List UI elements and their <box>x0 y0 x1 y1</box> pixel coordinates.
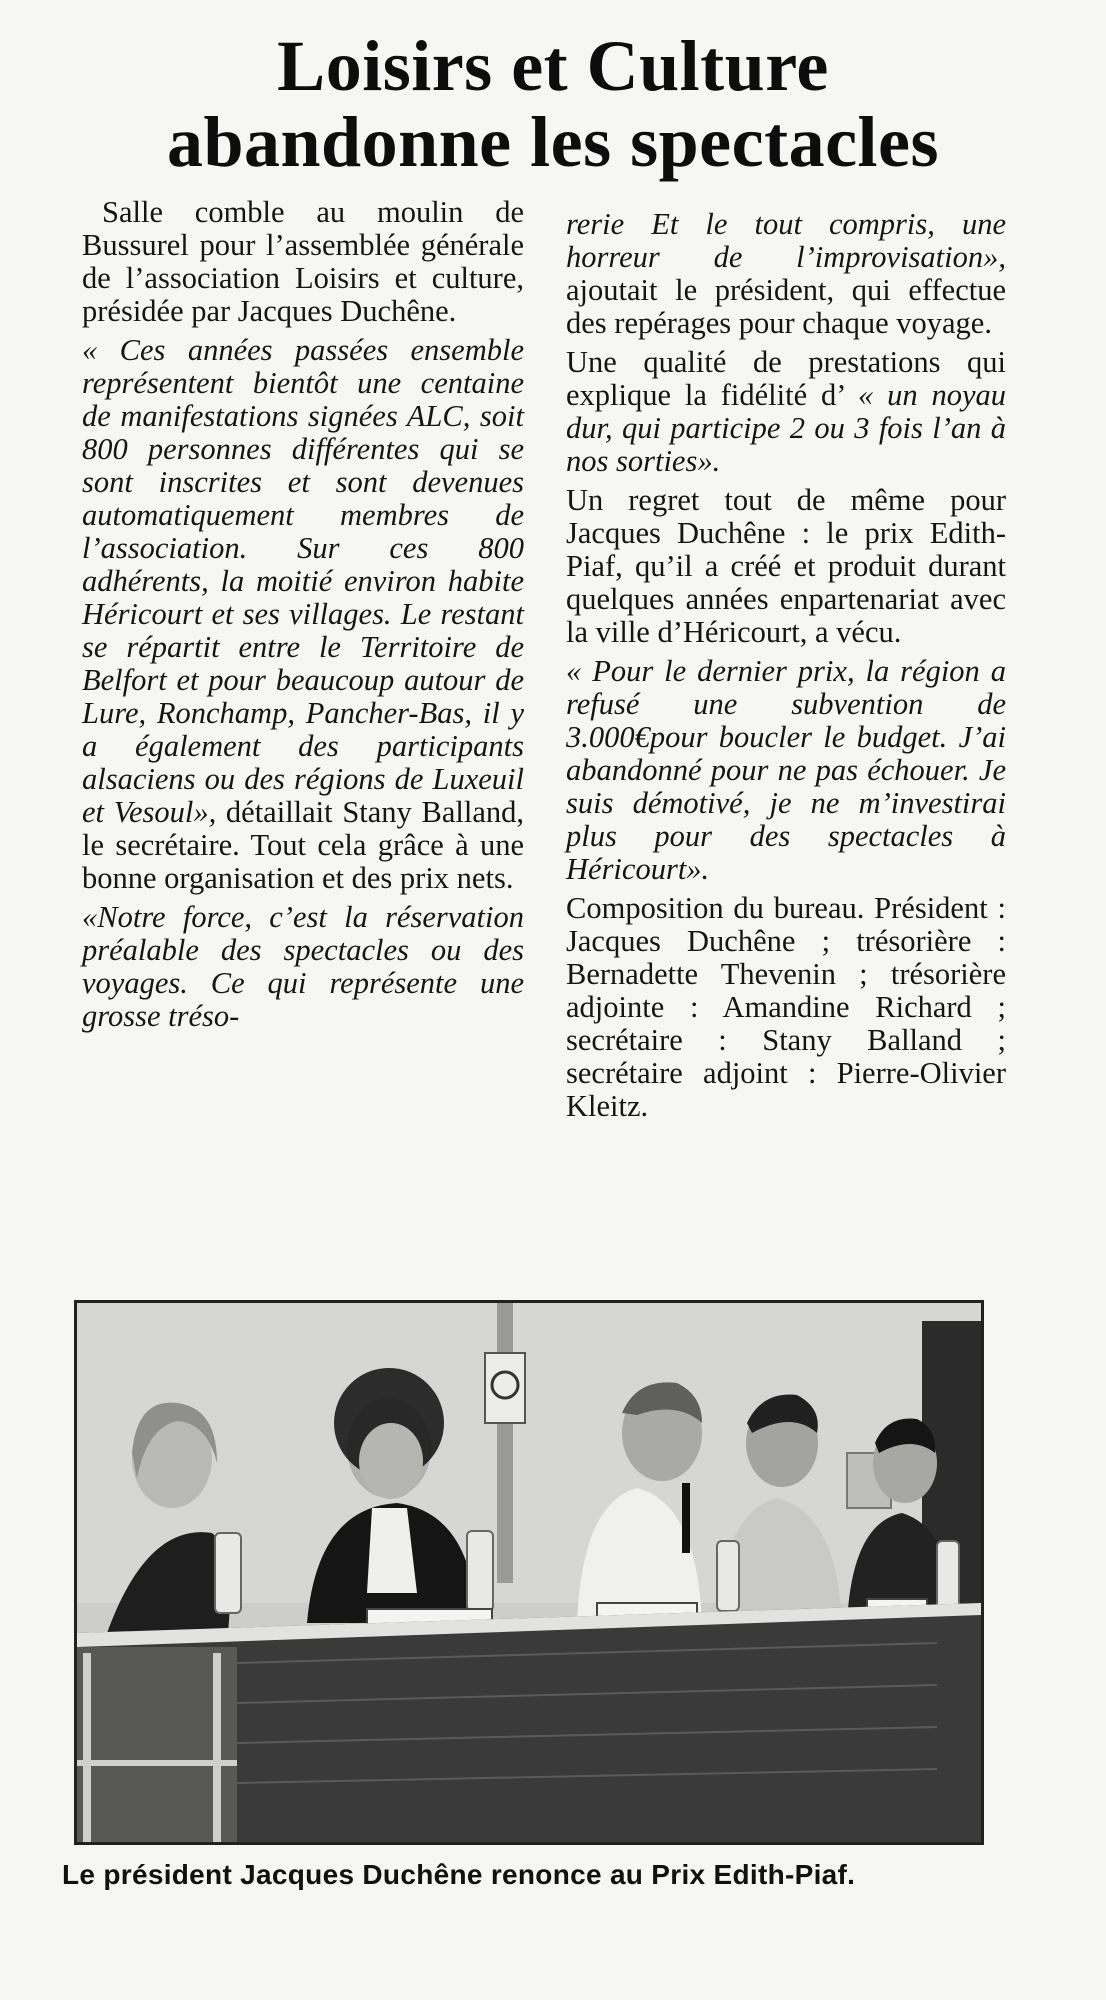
water-bottle <box>937 1541 959 1611</box>
photo-caption: Le président Jacques Duchêne renonce au Prix Edith-Piaf. <box>62 1859 856 1890</box>
paragraph: Un regret tout de même pour Jacques Duchêne : le prix Edith-Piaf, qu’il a créé et produit durant quelques années enpartenariat avec la ville d’Héricourt, a vécu. <box>566 483 1006 649</box>
quote-paragraph <box>82 334 524 895</box>
quote-text: « Ces années passées ensemble représentent bientôt une centaine de manifestations signées ALC, soit 800 personnes différentes qui se sont inscrites et sont devenues automatiquement membres de l’association. Sur ces 800 adhérents, la moitié environ habite Héricourt et ses villages. Le restant se répartit entre le Territoire de Belfort et pour beaucoup autour de Lure, Ronchamp, Pancher-Bas, il y a également des participants alsaciens ou des régions de Luxeuil et Vesoul», <box>82 333 524 829</box>
quote-text: « un noyau dur, qui participe 2 ou 3 fois l’an à nos sorties». <box>566 378 1006 478</box>
paragraph-continuation: détaillait Stany Balland, le secrétaire. Tout cela grâce à une bonne organisation et des prix nets. <box>82 795 524 895</box>
quote-paragraph <box>566 208 1006 340</box>
paragraph-text: Une qualité de prestations qui explique la fidélité d’ <box>566 345 1006 412</box>
headline-line-2: abandonne les spectacles <box>166 102 940 182</box>
water-bottle <box>467 1531 493 1611</box>
quote-text: rerie Et le tout compris, une horreur de l’improvisation», <box>566 207 1006 274</box>
paragraph: Salle comble au moulin de Bussurel pour l’assemblée générale de l’association Loisirs et culture, présidée par Jacques Duchêne. <box>82 195 524 328</box>
water-bottle <box>717 1541 739 1611</box>
photo-illustration <box>77 1303 981 1842</box>
headline-line-1: Loisirs et Culture <box>277 26 829 106</box>
pillar <box>497 1303 513 1583</box>
quote-paragraph: «Notre force, c’est la réservation préalable des spectacles ou des voyages. Ce qui représente une grosse tréso- <box>82 900 524 1033</box>
quote-paragraph: « Pour le dernier prix, la région a refusé une subvention de 3.000€pour boucler le budget. J’ai abandonné pour ne pas échouer. Je suis démotivé, je ne m’investirai plus pour des spectacles à Héricourt». <box>566 654 1006 886</box>
article-column-right <box>566 208 1006 1129</box>
paragraph: Composition du bureau. Président : Jacques Duchêne ; trésorière : Bernadette Thevenin ; trésorière adjointe : Amandine Richard ; secrétaire : Stany Balland ; secrétaire adjoint : Pierre-Olivier Kleitz. <box>566 891 1006 1123</box>
paragraph-continuation: ajoutait le président, qui effectue des repérages pour chaque voyage. <box>566 273 1006 340</box>
article-column-left <box>82 196 524 1039</box>
paragraph <box>566 346 1006 478</box>
article-photo <box>74 1300 984 1845</box>
article-headline <box>0 28 1106 180</box>
water-bottle <box>215 1533 241 1613</box>
